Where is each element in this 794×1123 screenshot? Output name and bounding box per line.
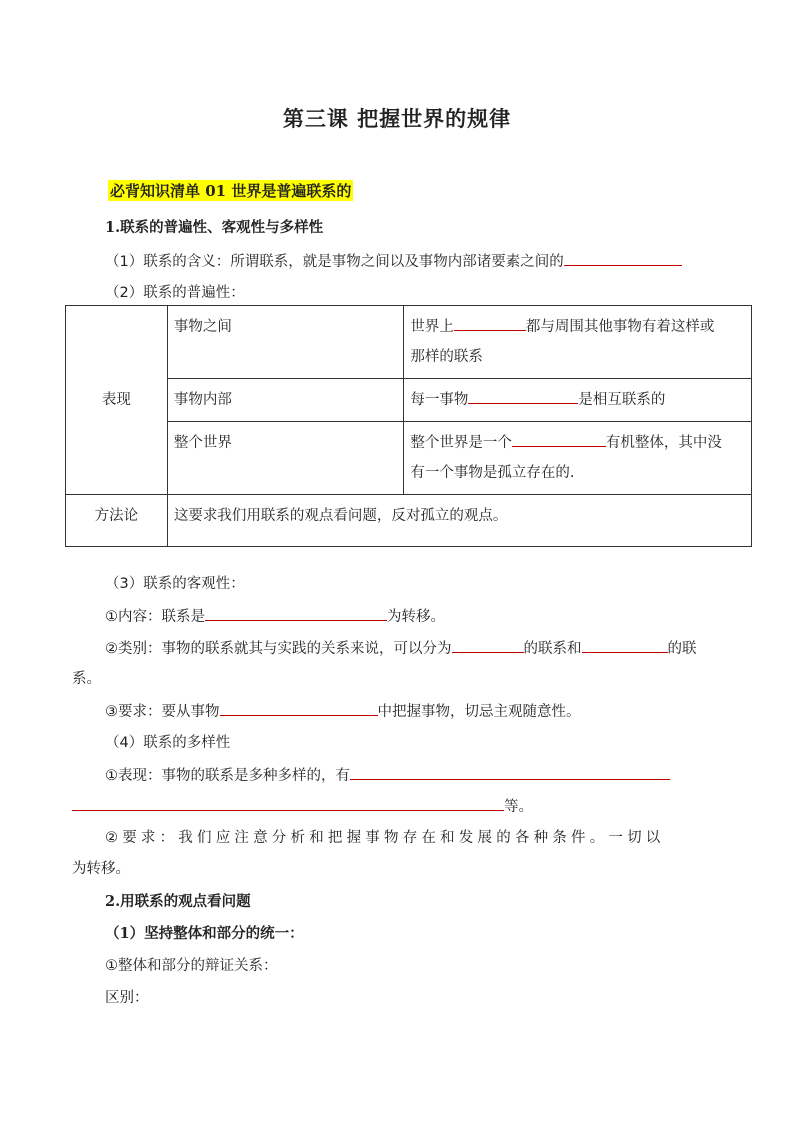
diverse-expression-cont xyxy=(72,794,533,816)
obj3-text-b: 中把握事物，切忌主观随意性。 xyxy=(377,704,581,720)
objective-heading: （3）联系的客观性： xyxy=(105,576,245,592)
row1-text-c: 那样的联系 xyxy=(410,349,483,365)
objective-content xyxy=(105,604,445,626)
dialectic-line: ①整体和部分的辩证关系： xyxy=(105,958,278,974)
row3-text-a: 整个世界是一个 xyxy=(410,435,512,451)
row2-text-b: 是相互联系的 xyxy=(578,392,666,408)
difference-line: 区别： xyxy=(105,990,149,1006)
cell-row3-label: 整个世界 xyxy=(167,422,404,495)
obj1-text-a: ①内容：联系是 xyxy=(105,609,205,625)
obj2-text-a: ②类别：事物的联系就其与实践的关系来说，可以分为 xyxy=(105,641,452,657)
heading-2: 2.用联系的观点看问题 xyxy=(105,893,251,910)
fill-blank xyxy=(582,636,668,653)
cell-row3-text xyxy=(404,422,752,495)
fill-blank xyxy=(512,430,606,447)
objective-requirement xyxy=(105,699,581,721)
meaning-text: （1）联系的含义：所谓联系，就是事物之间以及事物内部诸要素之间的 xyxy=(105,254,564,270)
row1-text-b: 都与周围其他事物有着这样或 xyxy=(525,319,715,335)
fill-blank xyxy=(564,249,682,266)
obj3-text-a: ③要求：要从事物 xyxy=(105,704,220,720)
cell-row2-text xyxy=(404,379,752,422)
diverse-expression xyxy=(105,763,670,785)
diverse-requirement-cont: 为转移。 xyxy=(72,861,130,877)
fill-blank xyxy=(72,794,504,811)
fill-blank xyxy=(468,387,578,404)
obj1-text-b: 为转移。 xyxy=(387,609,445,625)
heading-1: 1.联系的普遍性、客观性与多样性 xyxy=(105,219,324,236)
fill-blank xyxy=(350,763,670,780)
section-heading: 必背知识清单 01 世界是普遍联系的 xyxy=(110,182,352,200)
row3-text-b: 有机整体，其中没 xyxy=(605,435,722,451)
row2-text-a: 每一事物 xyxy=(410,392,469,408)
cell-row1-text xyxy=(404,306,752,379)
fill-blank xyxy=(452,636,524,653)
page-title: 第三课 把握世界的规律 xyxy=(282,106,512,131)
div1-text-a: ①表现：事物的联系是多种多样的，有 xyxy=(105,768,350,784)
obj2-text-c: 的联 xyxy=(667,641,697,657)
fill-blank xyxy=(220,699,378,716)
fill-blank xyxy=(205,604,387,621)
universality-table xyxy=(65,305,752,547)
diverse-requirement: ②要求：我们应注意分析和把握事物存在和发展的各种条件。一切以 xyxy=(105,830,665,846)
cell-fangfa-text: 这要求我们用联系的观点看问题，反对孤立的观点。 xyxy=(167,495,751,547)
universal-heading: （2）联系的普遍性： xyxy=(105,285,245,301)
obj2-text-b: 的联系和 xyxy=(523,641,582,657)
diverse-heading: （4）联系的多样性 xyxy=(105,735,231,751)
cell-biaoxian: 表现 xyxy=(66,306,168,495)
cell-row2-label: 事物内部 xyxy=(167,379,404,422)
objective-types-cont: 系。 xyxy=(72,671,101,687)
cell-row1-label: 事物之间 xyxy=(167,306,404,379)
objective-types xyxy=(105,636,697,658)
meaning-line xyxy=(105,249,682,271)
div1-text-b: 等。 xyxy=(504,799,533,815)
row1-text-a: 世界上 xyxy=(410,319,454,335)
heading-3: （1）坚持整体和部分的统一： xyxy=(105,925,304,942)
row3-text-c: 有一个事物是孤立存在的. xyxy=(410,465,575,481)
cell-fangfa: 方法论 xyxy=(66,495,168,547)
fill-blank xyxy=(454,314,526,331)
